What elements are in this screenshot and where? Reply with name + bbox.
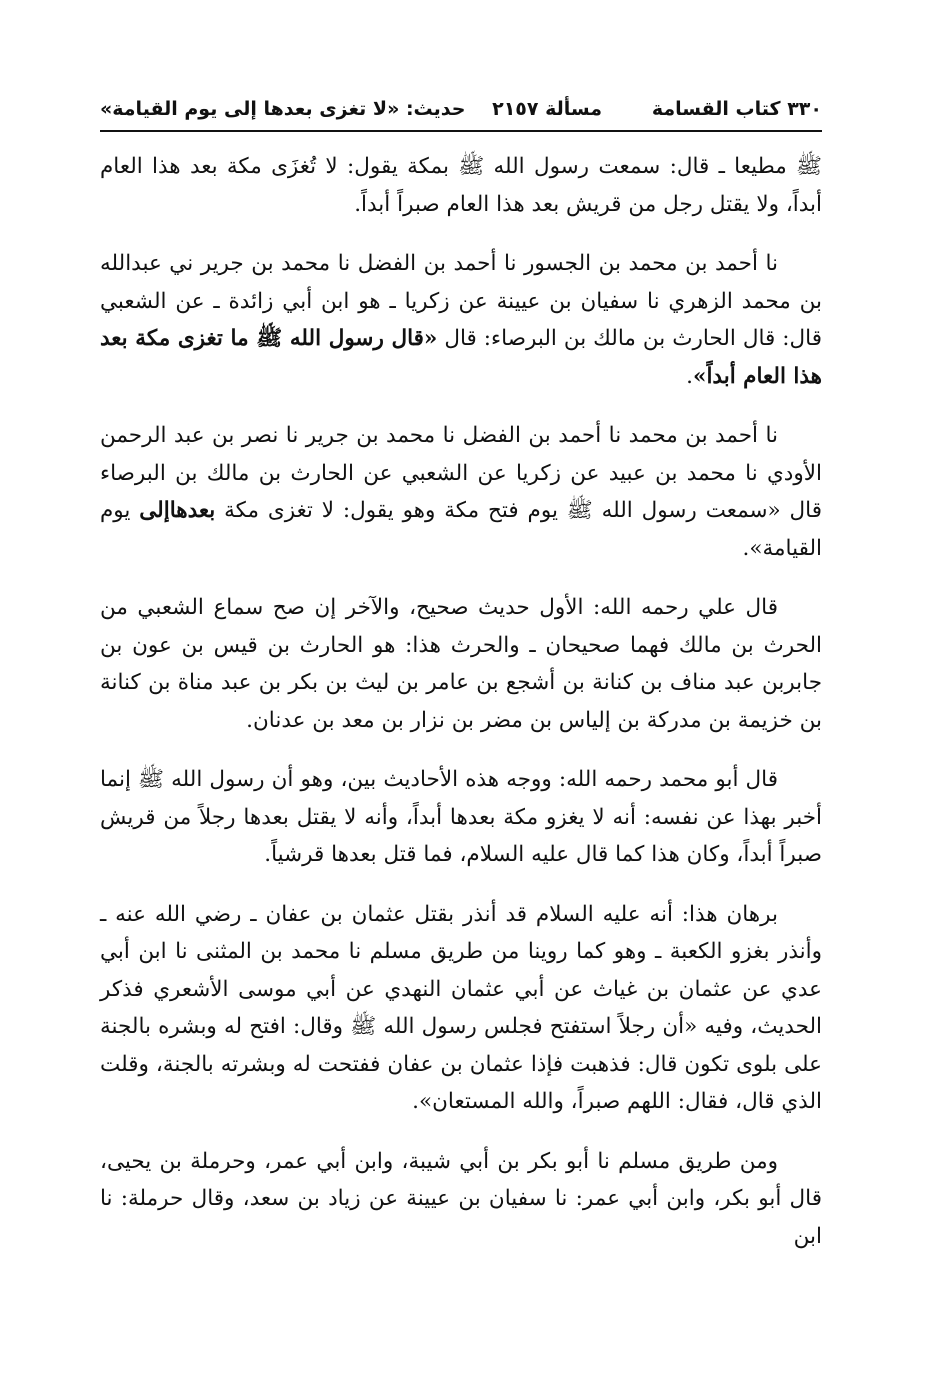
hadith-quote: «قال رسول الله ﷺ ما تغزى مكة بعد هذا العام أبداً»	[100, 326, 822, 389]
paragraph-text-end: .	[686, 363, 694, 389]
paragraph-muslim-chain	[100, 1143, 822, 1256]
running-header	[100, 92, 822, 132]
paragraph-text: قال أبو محمد رحمه الله: ووجه هذه الأحاديث بين، وهو أن رسول الله ﷺ إنما أخبر بهذا عن نفسه: أنه لا يغزو مكة بعدها أبداً، وأنه لا يقتل بعدها رجلاً من قريش صبراً أبداً، وكان هذا كما قال عليه السلام، فما قتل بعدها قرشياً.	[100, 767, 822, 867]
paragraph-text-end: يوم القيامة».	[100, 498, 822, 561]
paragraph-text: ومن طريق مسلم نا أبو بكر بن أبي شيبة، وابن أبي عمر، وحرملة بن يحيى، قال أبو بكر، وابن أبي عمر: نا سفيان بن عيينة عن زياد بن سعد، وقال حرملة: نا ابن	[100, 1148, 822, 1249]
paragraph-continuation	[100, 148, 822, 223]
book-page	[100, 92, 822, 1277]
issue-number: مسألة ٢١٥٧	[492, 98, 602, 120]
paragraph-text: برهان هذا: أنه عليه السلام قد أنذر بقتل عثمان بن عفان ـ رضي الله عنه ـ وأنذر بغزو الكعبة ـ وهو كما روينا من طريق مسلم نا محمد بن المثنى نا ابن أبي عدي عن عثمان بن غياث عن أبي عثمان النهدي عن أبي موسى الأشعري فذكر الحديث، وفيه «أن رجلاً استفتح فجلس رسول الله ﷺ وقال: افتح له وبشره بالجنة على بلوى تكون قال: فذهبت فإذا عثمان بن عفان ففتحت له وبشرته بالجنة، وقلت الذي قال، فقال: اللهم صبراً، والله المستعان».	[100, 901, 822, 1114]
paragraph-ali-comment	[100, 589, 822, 739]
paragraph-text: نا أحمد بن محمد نا أحمد بن الفضل نا محمد بن جرير نا نصر بن عبد الرحمن الأودي نا محمد بن عبيد عن زكريا عن الشعبي عن الحارث بن مالك بن البرصاء قال «سمعت رسول الله ﷺ يوم فتح مكة وهو يقول: لا تغزى مكة	[100, 423, 822, 523]
hadith-title: حديث: «لا تغزى بعدها إلى يوم القيامة»	[100, 98, 466, 120]
paragraph-text: قال علي رحمه الله: الأول حديث صحيح، والآخر إن صح سماع الشعبي من الحرث بن مالك فهما صحيحان ـ والحرث هذا: هو الحارث بن قيس بن عون بن جابربن عبد مناف بن كنانة بن أشجع بن عامر بن ليث بن بكر بن عبد مناة بن كنانة بن خزيمة بن مدركة بن إلياس بن مضر بن نزار بن معد بن عدنان.	[100, 595, 822, 733]
paragraph-text: ﷺ مطيعا ـ قال: سمعت رسول الله ﷺ بمكة يقول: لا تُغزَى مكة بعد هذا العام أبداً، ولا يقتل رجل من قريش بعد هذا العام صبراً أبداً.	[100, 154, 822, 217]
hadith-quote: بعدهاإلى	[139, 498, 216, 523]
page-body	[100, 148, 822, 1255]
paragraph-text: نا أحمد بن محمد بن الجسور نا أحمد بن الفضل نا محمد بن جرير ني عبدالله بن محمد الزهري نا سفيان بن عيينة عن زكريا ـ هو ابن أبي زائدة ـ عن الشعبي قال: قال الحارث بن مالك بن البرصاء: قال	[100, 251, 822, 351]
page-number-and-book-title: ٣٣٠ كتاب القسامة	[651, 98, 822, 120]
paragraph-proof	[100, 896, 822, 1121]
paragraph-isnad-2	[100, 417, 822, 567]
paragraph-isnad-1	[100, 245, 822, 395]
paragraph-abu-muhammad-comment	[100, 761, 822, 874]
